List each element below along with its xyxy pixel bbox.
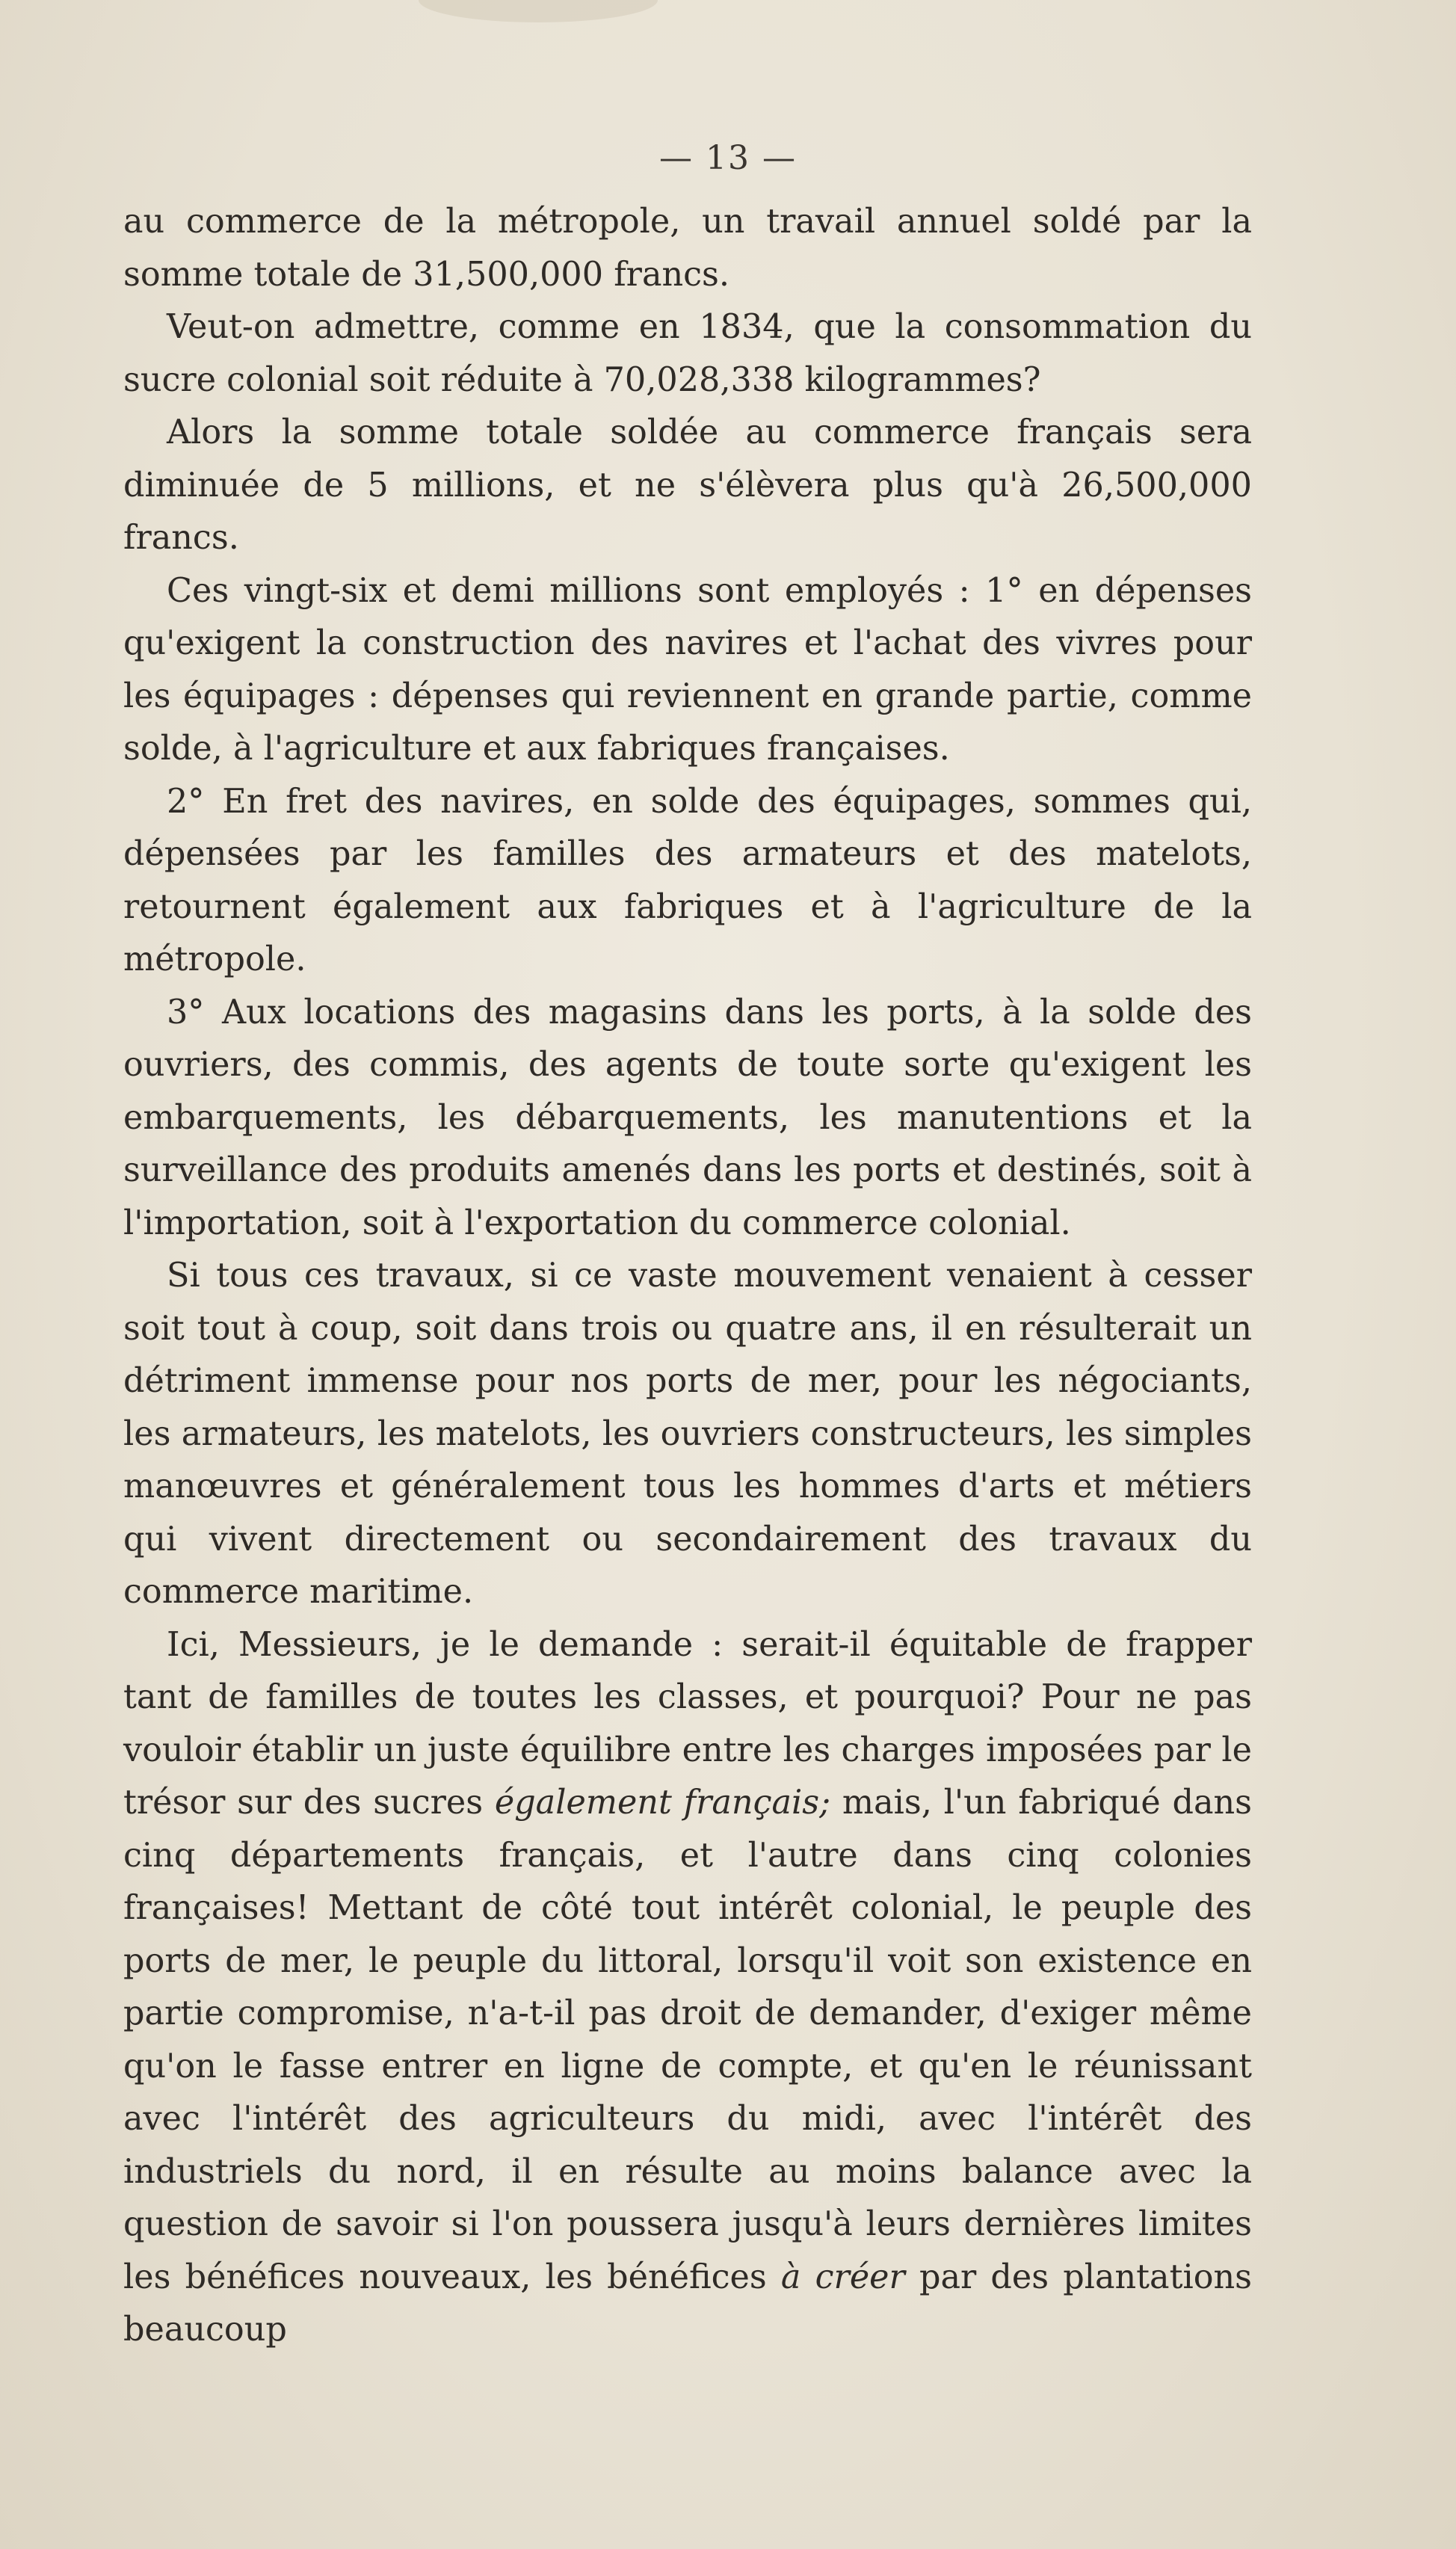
paragraph: 3° Aux locations des magasins dans les ports, à la solde des ouvriers, des commis, des agents de toute sorte qu'exigent les embarquements, les débarquements, les manutentions et la surveillance des produits amenés dans les ports et destinés, soit à l'importation, soit à l'exportation du commerce colonial.: [123, 993, 1252, 1242]
italic-text: à créer: [780, 2257, 905, 2296]
paragraph: 2° En fret des navires, en solde des équipages, sommes qui, dépensées par les familles des armateurs et des matelots, retournent également aux fabriques et à l'agriculture de la métropole.: [123, 782, 1252, 978]
paragraph: Veut-on admettre, comme en 1834, que la consommation du sucre colonial soit réduite à 70,028,338 kilogrammes?: [123, 308, 1252, 399]
text-run: par des plantations beaucoup: [123, 2257, 1252, 2349]
body-text: [123, 196, 1252, 2357]
paragraph: [123, 1619, 1252, 2357]
paragraph: Si tous ces travaux, si ce vaste mouvement venaient à cesser soit tout à coup, soit dans trois ou quatre ans, il en résulterait un détriment immense pour nos ports de mer, pour les négociants, les armateurs, les matelots, les ouvriers constructeurs, les simples manœuvres et généralement tous les hommes d'arts et métiers qui vivent directement ou secondairement des travaux du commerce maritime.: [123, 1257, 1252, 1611]
text-run: mais, l'un fabriqué dans cinq départements français, et l'autre dans cinq colonies françaises! Mettant de côté tout intérêt colonial, le peuple des ports de mer, le peuple du littoral, lorsqu'il voit son existence en partie compromise, n'a-t-il pas droit de demander, d'exiger même qu'on le fasse entrer en ligne de compte, et qu'en le réunissant avec l'intérêt des agriculteurs du midi, avec l'intérêt des industriels du nord, il en résulte au moins balance avec la question de savoir si l'on poussera jusqu'à leurs dernières limites les bénéfices nouveaux, les bénéfices: [123, 1784, 1252, 2296]
italic-text: également français;: [494, 1784, 831, 1822]
page-number: — 13 —: [659, 139, 797, 177]
paragraph: Alors la somme totale soldée au commerce français sera diminuée de 5 millions, et ne s'élèvera plus qu'à 26,500,000 francs.: [123, 413, 1252, 557]
paragraph: Ces vingt-six et demi millions sont employés : 1° en dépenses qu'exigent la construction des navires et l'achat des vivres pour les équipages : dépenses qui reviennent en grande partie, comme solde, à l'agriculture et aux fabriques françaises.: [123, 571, 1252, 768]
text-run: Ici, Messieurs, je le demande : serait-il équitable de frapper tant de familles de toutes les classes, et pourquoi? Pour ne pas vouloir établir un juste équilibre entre les charges imposées par le trésor sur des sucres: [123, 1625, 1252, 1822]
paragraph-continuation: au commerce de la métropole, un travail annuel soldé par la somme totale de 31,500,000 francs.: [123, 203, 1252, 294]
